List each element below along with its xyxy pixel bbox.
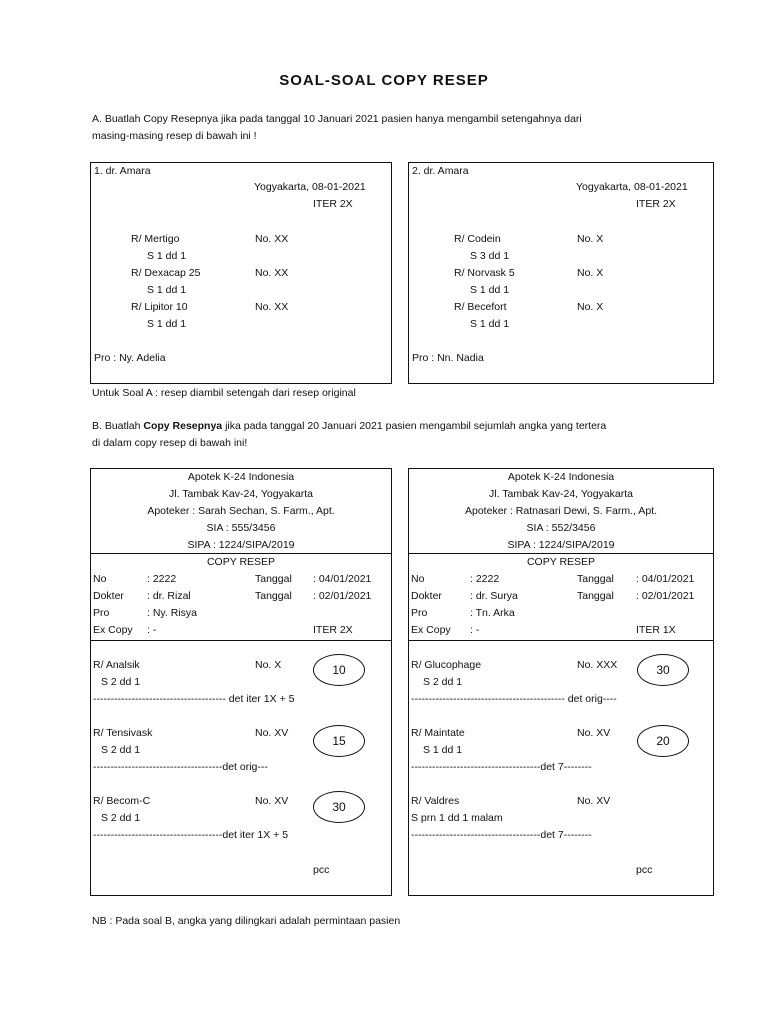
prescription-patient: Pro : Ny. Adelia bbox=[94, 352, 166, 364]
prescription-item-sig: S 1 dd 1 bbox=[470, 284, 510, 296]
pharmacist-name: Apoteker : Ratnasari Dewi, S. Farm., Apt. bbox=[465, 505, 657, 517]
circled-request: 30 bbox=[313, 791, 365, 823]
divider bbox=[91, 553, 391, 554]
copy-item-det-line: -------------------------------------- det iter 1X + 5 bbox=[93, 693, 295, 705]
copy-item-sig: S 2 dd 1 bbox=[423, 676, 463, 688]
copy-item-sig: S prn 1 dd 1 malam bbox=[411, 812, 503, 824]
prescription-header: 2. dr. Amara bbox=[412, 165, 469, 177]
tanggal-value: : 04/01/2021 bbox=[313, 573, 372, 585]
prescription-item-qty: No. X bbox=[577, 233, 604, 245]
footnote: NB : Pada soal B, angka yang dilingkari adalah permintaan pasien bbox=[92, 915, 401, 927]
copy-resep-heading: COPY RESEP bbox=[526, 556, 596, 568]
copy-item-qty: No. XV bbox=[255, 727, 289, 739]
iter-value: ITER 2X bbox=[313, 624, 353, 636]
prescription-box-1 bbox=[90, 162, 392, 384]
pharmacist-name: Apoteker : Sarah Sechan, S. Farm., Apt. bbox=[147, 505, 335, 517]
instruction-bold: Copy Resepnya bbox=[143, 420, 223, 432]
pharmacy-address: Jl. Tambak Kav-24, Yogyakarta bbox=[169, 488, 313, 500]
circled-request: 15 bbox=[313, 725, 365, 757]
circled-request: 20 bbox=[637, 725, 689, 757]
pro-label: Pro bbox=[411, 607, 428, 619]
tanggal-value: : 04/01/2021 bbox=[636, 573, 695, 585]
prescription-item-name: R/ Mertigo bbox=[131, 233, 180, 245]
prescription-item-sig: S 3 dd 1 bbox=[470, 250, 510, 262]
instruction-suffix: jika pada tanggal 20 Januari 2021 pasien mengambil sejumlah angka yang tertera bbox=[222, 420, 607, 432]
copy-item-det-line: -------------------------------------det orig--- bbox=[93, 761, 268, 773]
prescription-box-2 bbox=[408, 162, 714, 384]
instruction-prefix: B. Buatlah bbox=[92, 420, 144, 432]
no-value: : 2222 bbox=[470, 573, 500, 585]
circled-request: 10 bbox=[313, 654, 365, 686]
copy-item-det-line: -------------------------------------det 7-------- bbox=[411, 829, 592, 841]
copy-item-qty: No. XXX bbox=[577, 659, 618, 671]
copy-resep-box-1 bbox=[90, 468, 392, 896]
section-a-instruction-line1: A. Buatlah Copy Resepnya jika pada tanggal 10 Januari 2021 pasien hanya mengambil setengahnya dari bbox=[92, 113, 582, 125]
dokter-value: : dr. Surya bbox=[470, 590, 518, 602]
tanggal-value: : 02/01/2021 bbox=[313, 590, 372, 602]
copy-item-qty: No. XV bbox=[577, 727, 611, 739]
prescription-item-name: R/ Dexacap 25 bbox=[131, 267, 201, 279]
prescription-item-name: R/ Norvask 5 bbox=[454, 267, 515, 279]
pharmacy-address: Jl. Tambak Kav-24, Yogyakarta bbox=[489, 488, 633, 500]
copy-item-qty: No. XV bbox=[255, 795, 289, 807]
dokter-label: Dokter bbox=[93, 590, 124, 602]
no-value: : 2222 bbox=[147, 573, 177, 585]
pharmacy-name: Apotek K-24 Indonesia bbox=[507, 471, 615, 483]
tanggal-label: Tanggal bbox=[255, 590, 292, 602]
copy-item-sig: S 2 dd 1 bbox=[101, 676, 141, 688]
copy-item-sig: S 2 dd 1 bbox=[101, 812, 141, 824]
divider bbox=[409, 553, 713, 554]
prescription-patient: Pro : Nn. Nadia bbox=[412, 352, 484, 364]
sia-number: SIA : 555/3456 bbox=[206, 522, 276, 534]
section-a-instruction-line2: masing-masing resep di bawah ini ! bbox=[92, 130, 257, 142]
prescription-header: 1. dr. Amara bbox=[94, 165, 151, 177]
prescription-item-sig: S 1 dd 1 bbox=[470, 318, 510, 330]
tanggal-value: : 02/01/2021 bbox=[636, 590, 695, 602]
tanggal-label: Tanggal bbox=[577, 573, 614, 585]
copy-item-sig: S 1 dd 1 bbox=[423, 744, 463, 756]
circled-request: 30 bbox=[637, 654, 689, 686]
excopy-value: : - bbox=[470, 624, 480, 636]
copy-item-qty: No. XV bbox=[577, 795, 611, 807]
page-title: SOAL-SOAL COPY RESEP bbox=[279, 72, 489, 89]
copy-item-name: R/ Glucophage bbox=[411, 659, 482, 671]
pro-value: : Ny. Risya bbox=[147, 607, 197, 619]
prescription-item-qty: No. X bbox=[577, 301, 604, 313]
prescription-item-qty: No. XX bbox=[255, 267, 289, 279]
copy-item-sig: S 2 dd 1 bbox=[101, 744, 141, 756]
excopy-value: : - bbox=[147, 624, 157, 636]
pcc-label: pcc bbox=[636, 864, 653, 876]
copy-item-det-line: -------------------------------------------- det orig---- bbox=[411, 693, 617, 705]
dokter-label: Dokter bbox=[411, 590, 442, 602]
prescription-item-name: R/ Lipitor 10 bbox=[131, 301, 188, 313]
sia-number: SIA : 552/3456 bbox=[526, 522, 596, 534]
prescription-item-sig: S 1 dd 1 bbox=[147, 318, 187, 330]
divider bbox=[91, 640, 391, 641]
prescription-item-qty: No. XX bbox=[255, 301, 289, 313]
copy-item-det-line: -------------------------------------det 7-------- bbox=[411, 761, 592, 773]
section-a-note: Untuk Soal A : resep diambil setengah dari resep original bbox=[92, 387, 356, 399]
prescription-item-sig: S 1 dd 1 bbox=[147, 250, 187, 262]
tanggal-label: Tanggal bbox=[577, 590, 614, 602]
tanggal-label: Tanggal bbox=[255, 573, 292, 585]
dokter-value: : dr. Rizal bbox=[147, 590, 191, 602]
copy-item-qty: No. X bbox=[255, 659, 282, 671]
prescription-item-name: R/ Codein bbox=[454, 233, 501, 245]
prescription-item-sig: S 1 dd 1 bbox=[147, 284, 187, 296]
copy-item-name: R/ Tensivask bbox=[93, 727, 153, 739]
copy-item-det-line: -------------------------------------det iter 1X + 5 bbox=[93, 829, 289, 841]
prescription-item-qty: No. XX bbox=[255, 233, 289, 245]
pharmacy-name: Apotek K-24 Indonesia bbox=[187, 471, 295, 483]
no-label: No bbox=[93, 573, 107, 585]
pro-value: : Tn. Arka bbox=[470, 607, 515, 619]
copy-item-name: R/ Becom-C bbox=[93, 795, 151, 807]
divider bbox=[409, 640, 713, 641]
copy-item-name: R/ Maintate bbox=[411, 727, 465, 739]
prescription-iter: ITER 2X bbox=[313, 198, 353, 210]
sipa-number: SIPA : 1224/SIPA/2019 bbox=[187, 539, 295, 551]
no-label: No bbox=[411, 573, 425, 585]
excopy-label: Ex Copy bbox=[93, 624, 133, 636]
pro-label: Pro bbox=[93, 607, 110, 619]
iter-value: ITER 1X bbox=[636, 624, 676, 636]
copy-resep-heading: COPY RESEP bbox=[206, 556, 276, 568]
copy-item-name: R/ Analsik bbox=[93, 659, 140, 671]
section-b-instruction-line2: di dalam copy resep di bawah ini! bbox=[92, 437, 248, 449]
pcc-label: pcc bbox=[313, 864, 330, 876]
excopy-label: Ex Copy bbox=[411, 624, 451, 636]
prescription-place-date: Yogyakarta, 08-01-2021 bbox=[254, 181, 366, 193]
section-b-instruction-line1 bbox=[92, 420, 606, 432]
prescription-item-name: R/ Becefort bbox=[454, 301, 507, 313]
copy-resep-box-2 bbox=[408, 468, 714, 896]
sipa-number: SIPA : 1224/SIPA/2019 bbox=[507, 539, 615, 551]
prescription-iter: ITER 2X bbox=[636, 198, 676, 210]
prescription-item-qty: No. X bbox=[577, 267, 604, 279]
prescription-place-date: Yogyakarta, 08-01-2021 bbox=[576, 181, 688, 193]
copy-item-name: R/ Valdres bbox=[411, 795, 460, 807]
